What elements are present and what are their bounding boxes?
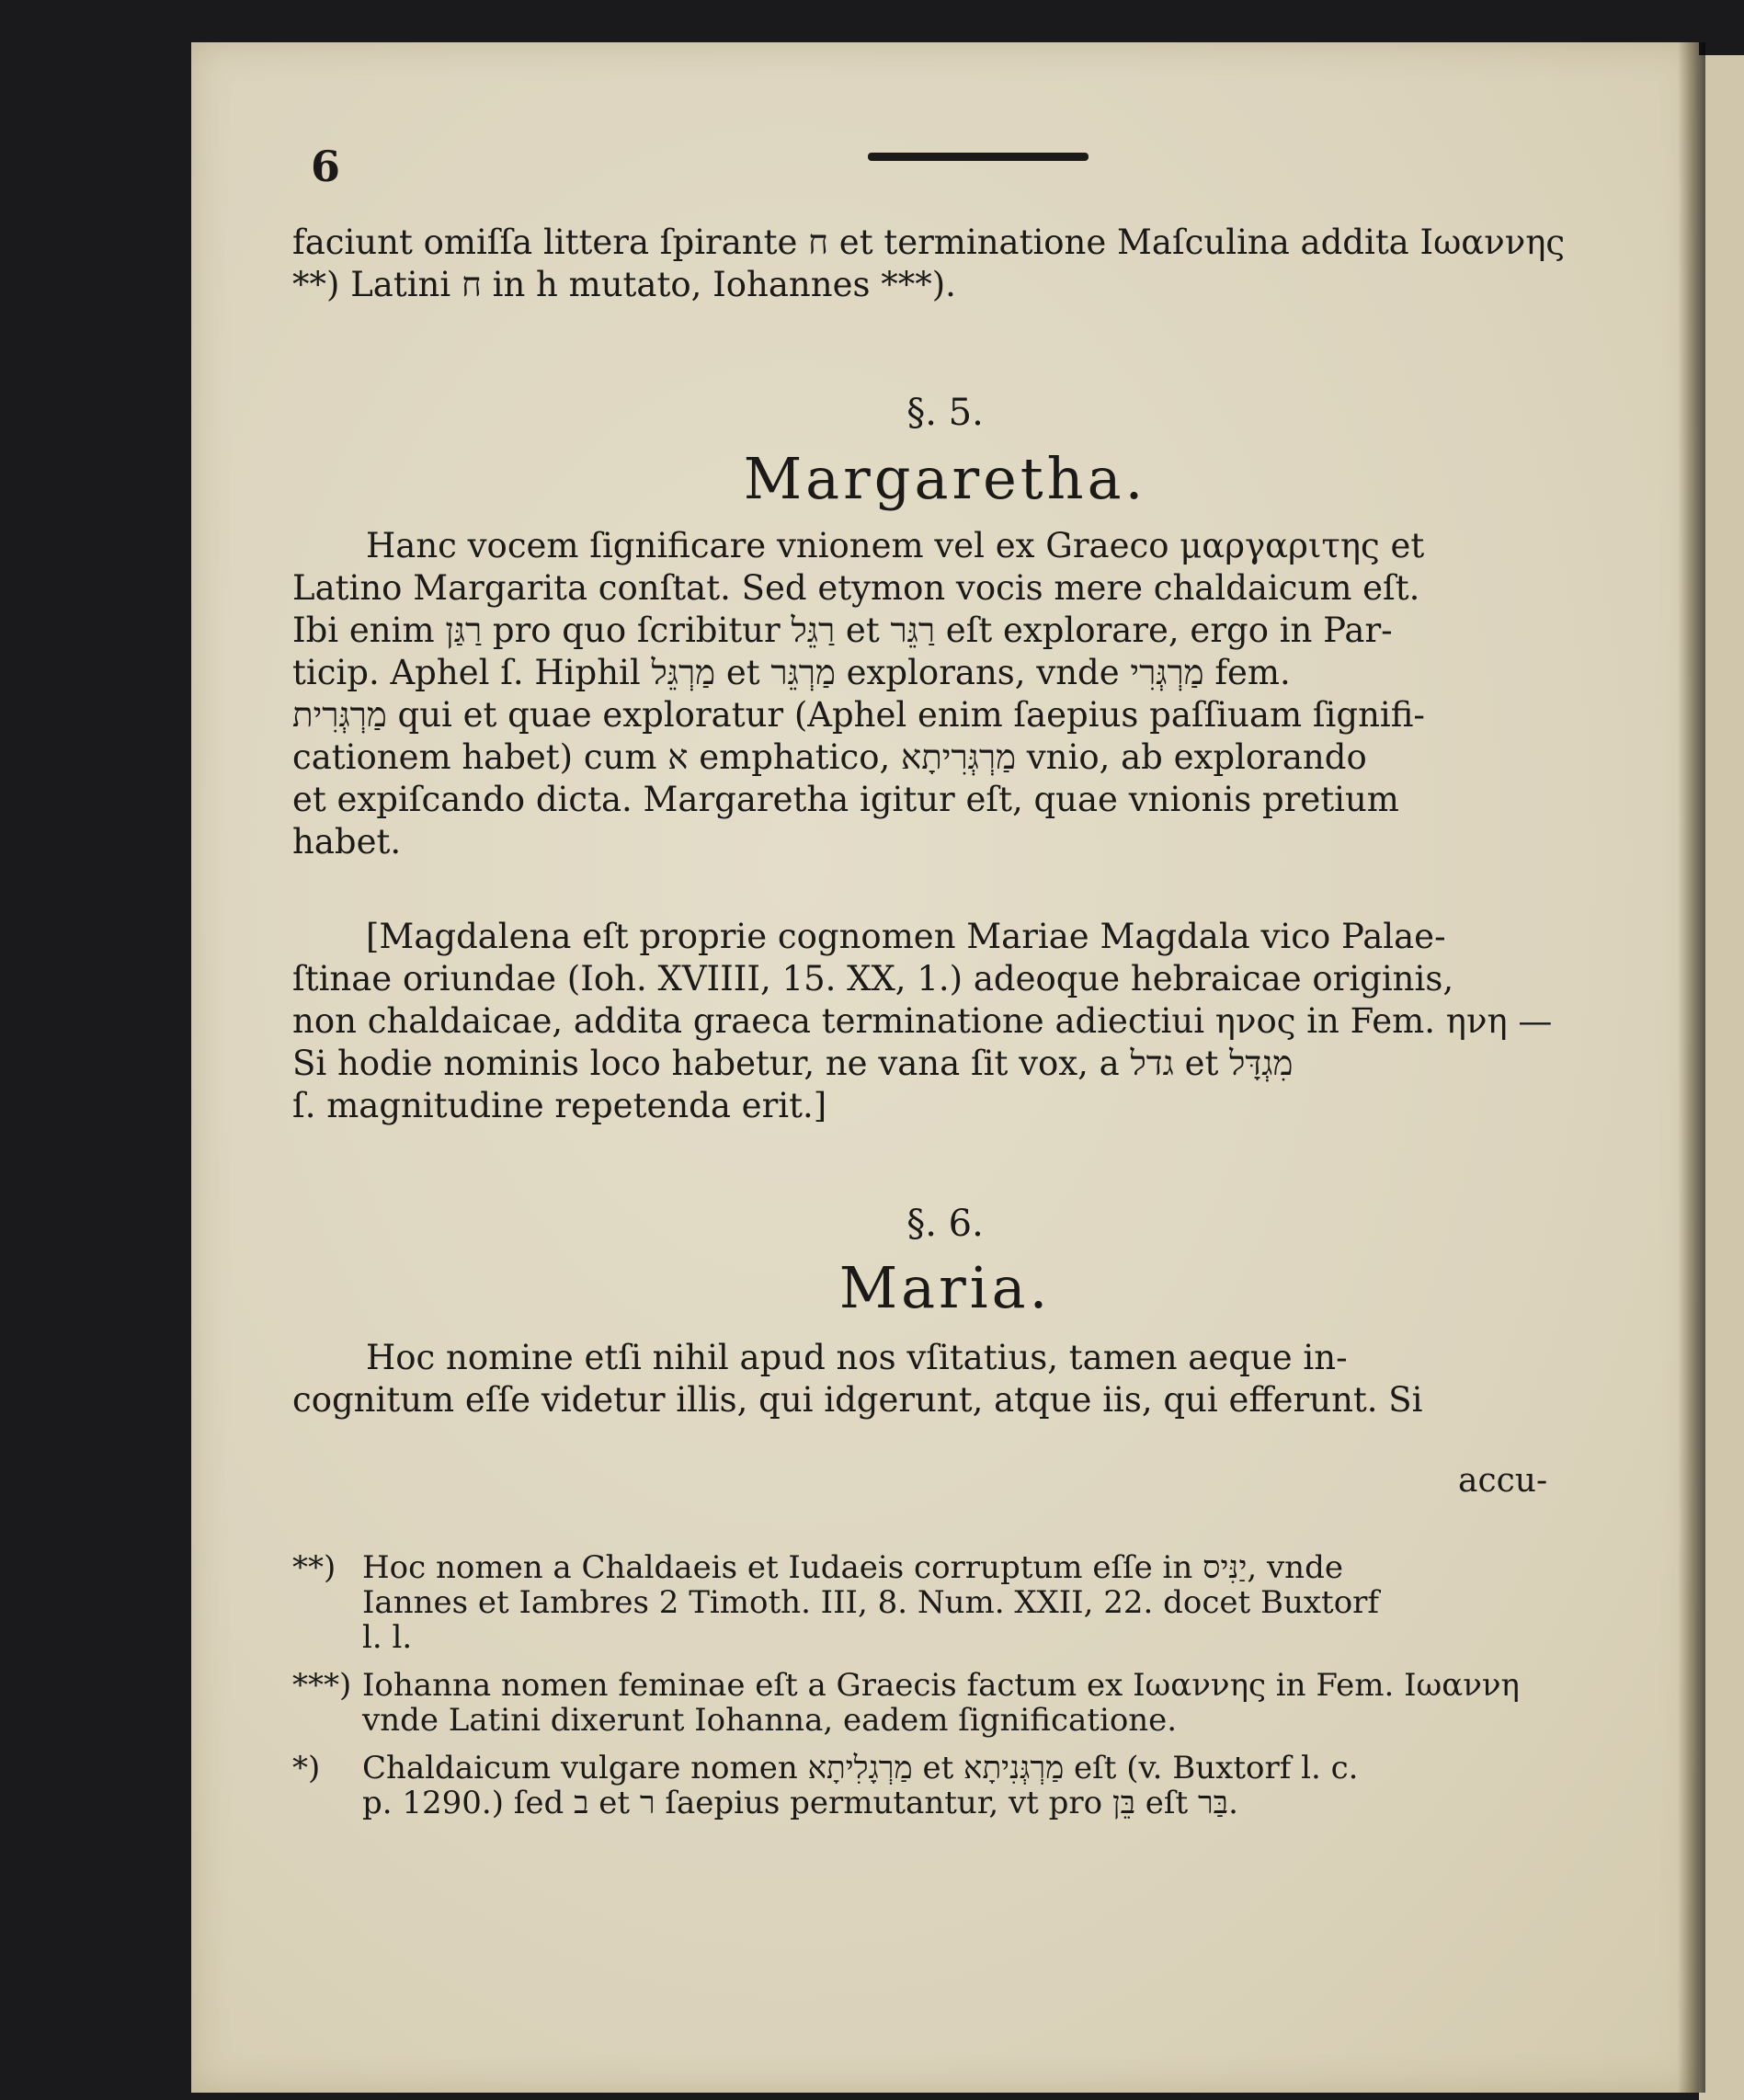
heading-margaretha: Margaretha. — [743, 445, 1147, 512]
footnote-mark: *) — [292, 1750, 321, 1786]
page-gutter-shadow — [1678, 42, 1705, 2093]
footnotes — [292, 1550, 1570, 1833]
text-line: faciunt omiſſa littera ſpirante ח et terminatione Maſculina addita Ιωαννης — [292, 223, 1566, 262]
maria-paragraph — [292, 1337, 1570, 1421]
text-line: Latino Margarita conſtat. Sed etymon vocis mere chaldaicum eſt. — [292, 568, 1420, 608]
text-line: ſtinae oriundae (Ioh. XVIIII, 15. XX, 1.) adeoque hebraicae originis, — [292, 959, 1454, 999]
footnote-line: p. 1290.) ſed ב et ר ſaepius permutantur, vt pro בֵּן eſt בַּר. — [362, 1785, 1238, 1821]
section-mark-5: §. 5. — [906, 392, 984, 434]
footnote-line: vnde Latini dixerunt Iohanna, eadem ſignificatione. — [362, 1702, 1178, 1739]
text-line: non chaldaicae, addita graeca terminatione adiectiui ηνος in Fem. ηνη — — [292, 1001, 1553, 1041]
footnote-1 — [292, 1550, 1570, 1655]
text-line: Hoc nomine etſi nihil apud nos vſitatius, tamen aeque in- — [366, 1338, 1348, 1377]
heading-maria: Maria. — [838, 1254, 1052, 1321]
footnote-line: l. l. — [362, 1619, 413, 1656]
intro-paragraph — [292, 222, 1570, 306]
catchword: accu- — [1458, 1462, 1548, 1500]
footnote-line: Hoc nomen a Chaldaeis et Iudaeis corruptum eſſe in יַנִּיס, vnde — [362, 1549, 1343, 1586]
text-line: **) Latini ח in h mutato, Iohannes ***). — [292, 265, 956, 304]
footnote-2 — [292, 1668, 1570, 1738]
text-line: Si hodie nominis loco habetur, ne vana ſit vox, a גדל et מִגְדָּל — [292, 1044, 1294, 1083]
text-line: Ibi enim רַגַּן pro quo ſcribitur רַגֵּל et רַגֵּר eſt explorare, ergo in Par- — [292, 611, 1393, 650]
text-line: cognitum eſſe videtur illis, qui idgerunt, atque iis, qui efferunt. Si — [292, 1380, 1423, 1420]
section-mark-6: §. 6. — [906, 1203, 984, 1245]
text-line: et expiſcando dicta. Margaretha igitur eſt, quae vnionis pretium — [292, 780, 1399, 819]
footnote-mark: ***) — [292, 1667, 352, 1704]
text-line: habet. — [292, 822, 402, 862]
text-line: [Magdalena eſt proprie cognomen Mariae Magdala vico Palae- — [366, 917, 1446, 956]
footnote-mark: **) — [292, 1549, 336, 1586]
footnote-line: Chaldaicum vulgare nomen מַרְגָלִיתָא et מַרְגְּנִיתָא eſt (v. Buxtorf l. c. — [362, 1750, 1359, 1786]
text-line: מַרְגְּרִית qui et quae exploratur (Aphel enim ſaepius paſſiuam ſignifi- — [292, 695, 1425, 735]
header-rule — [868, 153, 1089, 161]
facing-page-edge — [1699, 55, 1744, 2100]
margaretha-paragraph — [292, 525, 1570, 863]
footnote-line: Iohanna nomen feminae eſt a Graecis factum ex Ιωαννης in Fem. Ιωαννη — [362, 1667, 1520, 1704]
magdalena-paragraph — [292, 916, 1570, 1127]
footnote-line: Iannes et Iambres 2 Timoth. III, 8. Num. XXII, 22. docet Buxtorf — [362, 1584, 1379, 1621]
page-number: 6 — [311, 142, 341, 191]
text-line: cationem habet) cum א emphatico, מַרְגְּרִיתָא vnio, ab explorando — [292, 737, 1367, 777]
book-page — [191, 42, 1699, 2093]
text-line: Hanc vocem ſignificare vnionem vel ex Graeco μαργαριτης et — [366, 526, 1425, 565]
text-line: ſ. magnitudine repetenda erit.] — [292, 1086, 827, 1125]
text-line: ticip. Aphel ſ. Hiphil מַרְגֵּל et מַרְגֵּר explorans, vnde מַרְגְּרִי fem. — [292, 653, 1291, 692]
footnote-3 — [292, 1751, 1570, 1820]
